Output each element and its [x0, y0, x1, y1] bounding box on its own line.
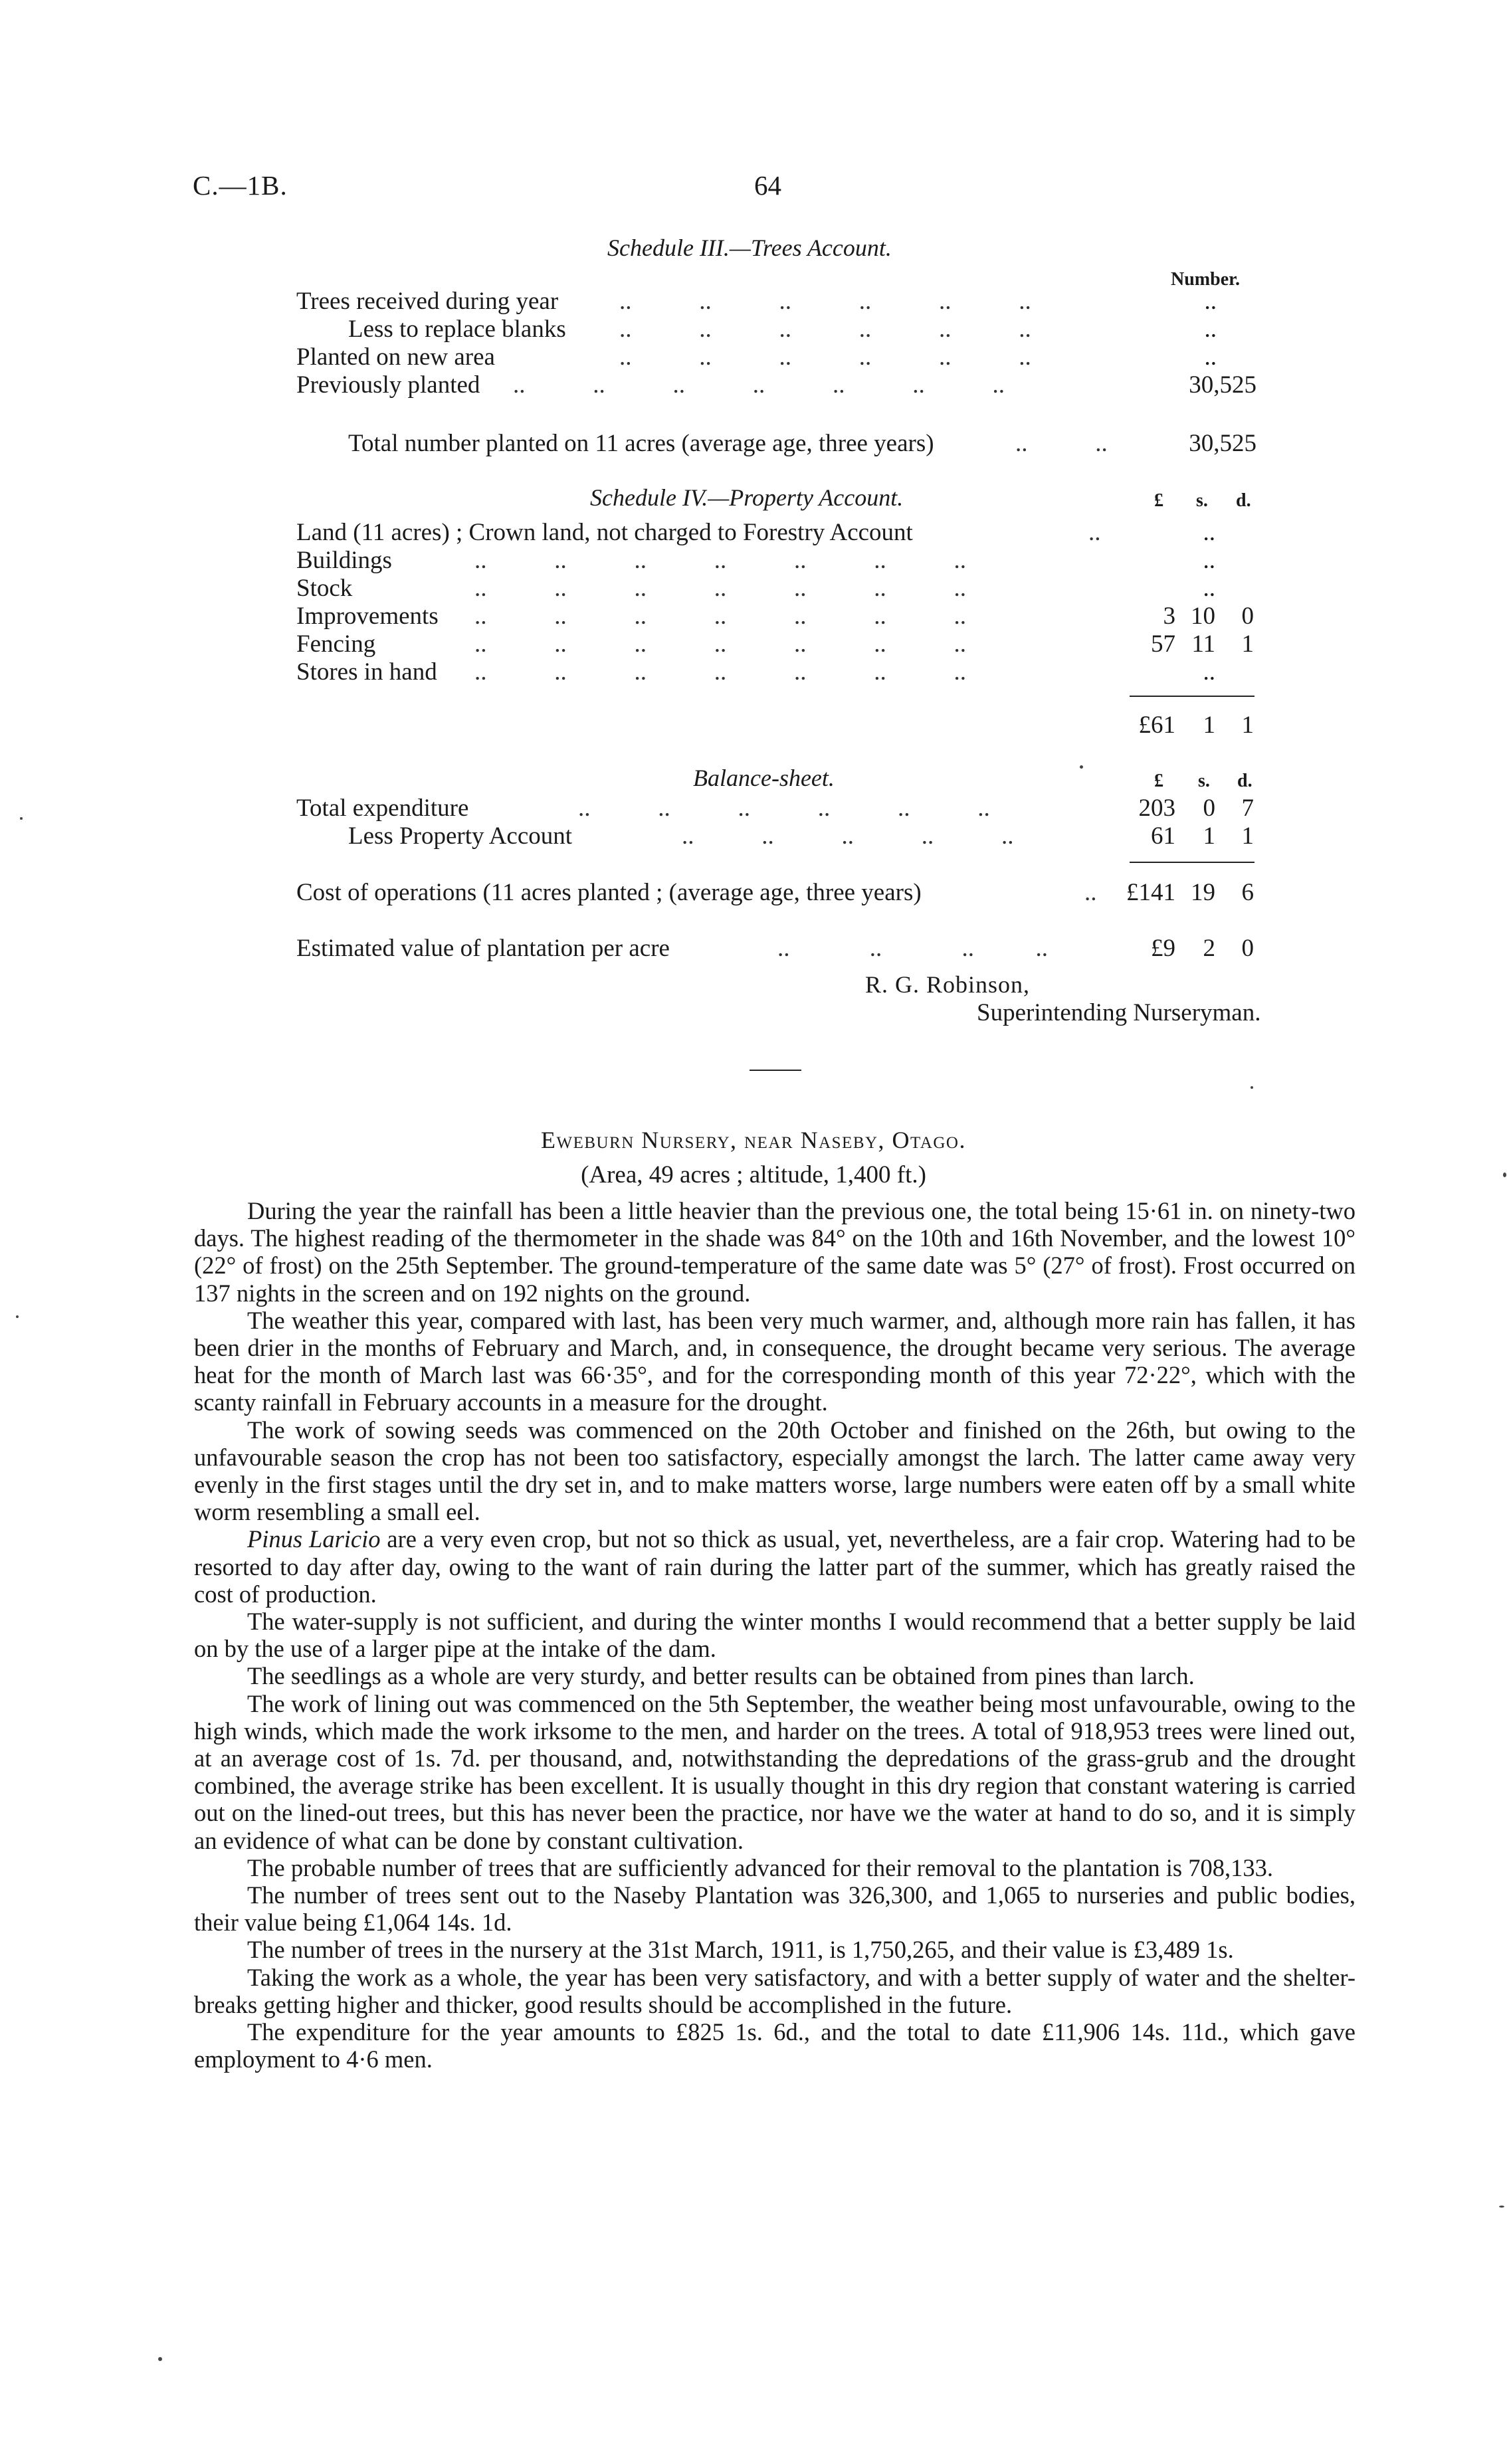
- schedule-3-number-head: Number.: [1171, 269, 1240, 290]
- cost-of-operations: Cost of operations (11 acres planted ; (average age, three years) .. £141 19 6: [296, 879, 1254, 906]
- total-rule: [1130, 696, 1255, 697]
- property-row: Stores in hand .. .. .. .. .. .. .. ..: [296, 658, 1215, 686]
- section-title: Eweburn Nursery, near Naseby, Otago.: [540, 1127, 966, 1153]
- paragraph: The number of trees sent out to the Naseby Plantation was 326,300, and 1,065 to nurseries and public bodies, their value being £1,064 14s. 1d.: [194, 1881, 1356, 1937]
- scan-speck: [16, 1315, 19, 1318]
- balance-row: Total expenditure .. .. .. .. .. .. 203 0 7: [296, 795, 1254, 822]
- paragraph: The seedlings as a whole are very sturdy, and better results can be obtained from pines than larch.: [247, 1662, 1195, 1690]
- paragraph: During the year the rainfall has been a little heavier than the previous one, the total being 15·61 in. on ninety-two days. The highest reading of the thermometer in the shade was 84° on the 10th and 16th November, and the lowest 10° (22° of frost) on the 25th September. The ground-temperature of the same date was 5° (27° of frost). Frost occurred on 137 nights in the screen and on 192 nights on the ground.: [194, 1197, 1356, 1307]
- property-row: Improvements .. .. .. .. .. .. .. 3 10 0: [296, 603, 1254, 630]
- paragraph: The weather this year, compared with last, has been very much warmer, and, although more rain has fallen, it has been drier in the months of February and March, and, in consequence, the drought became very serious. The average heat for the month of March last was 66·35°, and for the corresponding month of this year 72·22°, which with the scanty rainfall in February accounts in a measure for the drought.: [194, 1306, 1356, 1416]
- schedule-3-total: Total number planted on 11 acres (average age, three years) .. .. 30,525: [348, 430, 1256, 457]
- section-subtitle: (Area, 49 acres ; altitude, 1,400 ft.): [581, 1161, 926, 1188]
- document-reference: C.—1B.: [193, 170, 288, 201]
- scan-speck: [1080, 765, 1083, 769]
- schedule-4-title: Schedule IV.—Property Account.: [590, 484, 904, 511]
- paragraph-pinus: Pinus Laricio are a very even crop, but not so thick as usual, yet, nevertheless, are a fair crop. Watering had to be resorted to day after day, owing to the want of rain during the latter part of the summer, which has greatly raised the cost of production.: [194, 1525, 1356, 1608]
- scan-speck: [1251, 1086, 1253, 1089]
- schedule-3-title: Schedule III.—Trees Account.: [607, 235, 892, 261]
- scan-speck: [20, 817, 23, 820]
- property-row: Land (11 acres) ; Crown land, not charged to Forestry Account .. ..: [296, 519, 1215, 546]
- schedule-3-row: Less to replace blanks .. .. .. .. .. .. ..: [348, 316, 1217, 343]
- pence-head: d.: [1237, 771, 1253, 791]
- paragraph: The number of trees in the nursery at the 31st March, 1911, is 1,750,265, and their value is £3,489 1s.: [247, 1936, 1234, 1964]
- page-number: 64: [754, 170, 781, 201]
- schedule-3-row: Trees received during year .. .. .. .. .. .. ..: [296, 288, 1217, 315]
- scan-speck: [1499, 2206, 1504, 2208]
- shillings-head: s.: [1196, 490, 1208, 511]
- shillings-head: s.: [1198, 771, 1210, 791]
- scan-speck: [158, 2357, 162, 2361]
- section-divider: [750, 1070, 801, 1071]
- balance-sheet-title: Balance-sheet.: [693, 765, 835, 791]
- pence-head: d.: [1236, 490, 1251, 511]
- property-row: Buildings .. .. .. .. .. .. .. ..: [296, 547, 1215, 574]
- paragraph: The probable number of trees that are sufficiently advanced for their removal to the plantation is 708,133.: [247, 1853, 1273, 1881]
- scan-speck: [1503, 1173, 1506, 1177]
- species-name: Pinus Laricio: [247, 1525, 381, 1553]
- paragraph: The work of lining out was commenced on the 5th September, the weather being most unfavourable, owing to the high winds, which made the work irksome to the men, and harder on the trees. A total of 918,953 trees were lined out, at an average cost of 1s. 7d. per thousand, and, notwithstanding the depredations of the grass-grub and the drought combined, the average strike has been excellent. It is usually thought in this dry region that constant watering is carried out on the lined-out trees, but this has never been the practice, nor have we the water at hand to do so, and it is simply an evidence of what can be done by constant cultivation.: [194, 1689, 1356, 1854]
- pounds-head: £: [1154, 490, 1163, 511]
- property-row: Stock .. .. .. .. .. .. .. ..: [296, 575, 1215, 602]
- signature-title: Superintending Nurseryman.: [977, 999, 1261, 1026]
- balance-row: Less Property Account .. .. .. .. .. 61 1 1: [348, 822, 1254, 850]
- cost-rule: [1130, 862, 1255, 863]
- paragraph: The expenditure for the year amounts to £825 1s. 6d., and the total to date £11,906 14s. 11d., which gave employment to 4·6 men.: [194, 2018, 1356, 2073]
- report-body: [194, 1197, 1356, 2073]
- paragraph: Taking the work as a whole, the year has been very satisfactory, and with a better supply of water and the shelter-breaks getting higher and thicker, good results should be accomplished in the future.: [194, 1963, 1356, 2018]
- property-total: £61 1 1: [1138, 711, 1254, 739]
- property-row: Fencing .. .. .. .. .. .. .. 57 11 1: [296, 630, 1254, 658]
- paragraph: The water-supply is not sufficient, and during the winter months I would recommend that a better supply be laid on by the use of a larger pipe at the intake of the dam.: [194, 1608, 1356, 1663]
- paragraph: The work of sowing seeds was commenced on the 20th October and finished on the 26th, but owing to the unfavourable season the crop has not been too satisfactory, especially amongst the larch. The latter came away very evenly in the first stages until the dry set in, and to make matters worse, large numbers were eaten off by a small white worm resembling a small eel.: [194, 1416, 1356, 1526]
- schedule-3-row: Planted on new area .. .. .. .. .. .. ..: [296, 343, 1217, 371]
- pounds-head: £: [1154, 771, 1163, 791]
- signature-name: R. G. Robinson,: [865, 971, 1031, 998]
- schedule-3-row: Previously planted .. .. .. .. .. .. .. 30,525: [296, 371, 1256, 399]
- estimated-value: Estimated value of plantation per acre .. .. .. .. £9 2 0: [296, 935, 1254, 962]
